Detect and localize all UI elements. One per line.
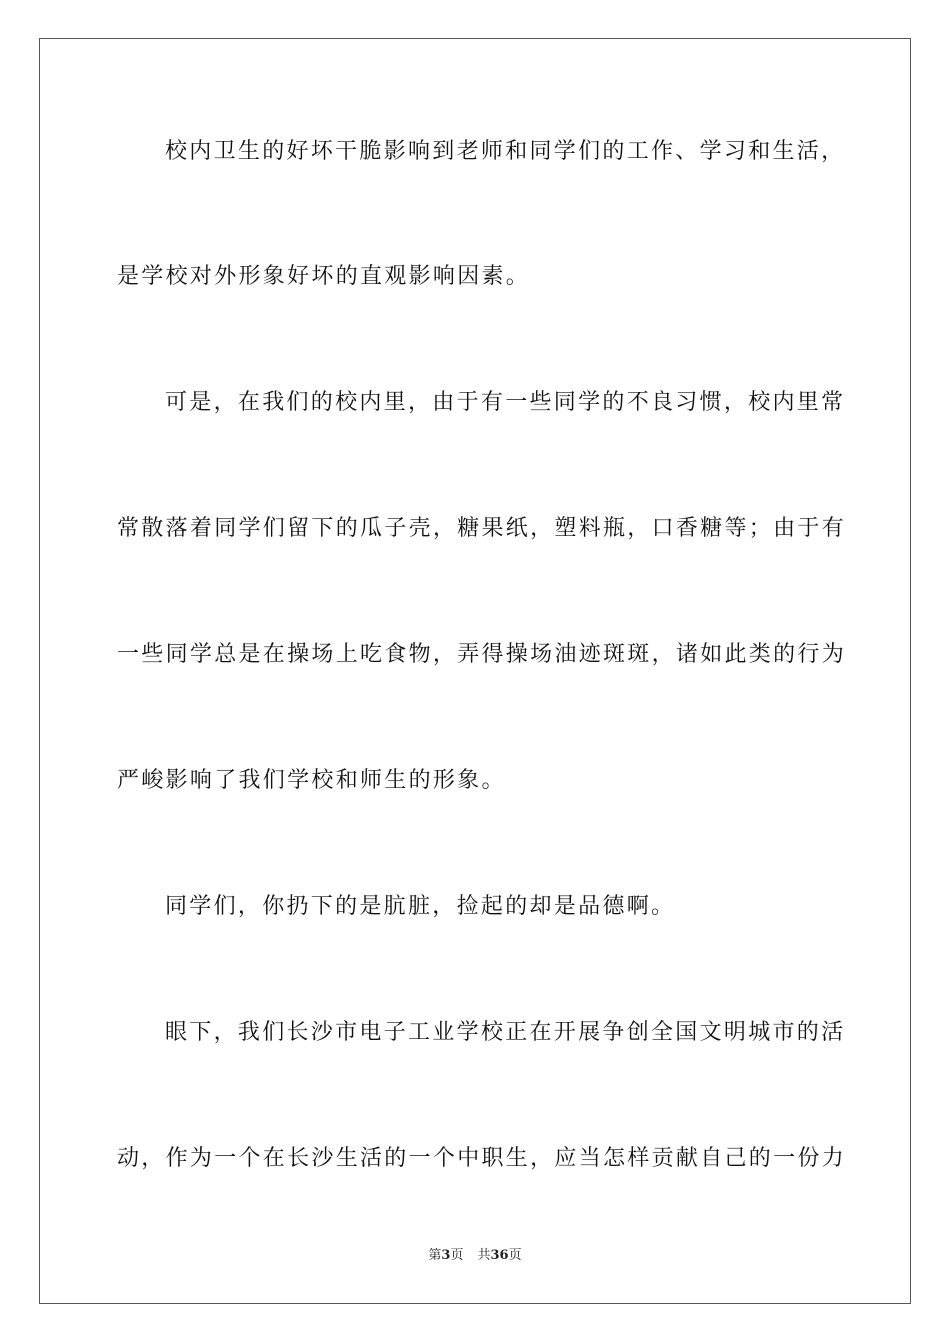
page-prefix: 第 <box>428 1248 442 1263</box>
page-footer <box>0 1248 950 1264</box>
total-prefix: 共 <box>477 1248 491 1263</box>
page-border <box>39 38 911 1304</box>
paragraph-2-line-3: 一些同学总是在操场上吃食物，弄得操场油迹斑斑，诸如此类的行为 <box>117 642 847 667</box>
paragraph-2-line-1: 可是，在我们的校内里，由于有一些同学的不良习惯，校内里常 <box>165 390 846 415</box>
paragraph-4-line-1: 眼下，我们长沙市电子工业学校正在开展争创全国文明城市的活 <box>165 1020 846 1045</box>
paragraph-2-line-2: 常散落着同学们留下的瓜子壳，糖果纸，塑料瓶，口香糖等；由于有 <box>117 516 847 541</box>
page-suffix: 页 <box>450 1248 464 1263</box>
total-suffix: 页 <box>508 1248 522 1263</box>
paragraph-4-line-2: 动，作为一个在长沙生活的一个中职生，应当怎样贡献自己的一份力 <box>117 1146 847 1171</box>
paragraph-1-line-1: 校内卫生的好坏干脆影响到老师和同学们的工作、学习和生活， <box>165 139 846 164</box>
total-pages: 36 <box>490 1248 509 1263</box>
page-number: 3 <box>441 1248 451 1263</box>
paragraph-3-line-1: 同学们，你扔下的是肮脏，捡起的却是品德啊。 <box>165 894 676 919</box>
paragraph-2-line-4: 严峻影响了我们学校和师生的形象。 <box>117 768 506 793</box>
paragraph-1-line-2: 是学校对外形象好坏的直观影响因素。 <box>117 264 531 289</box>
